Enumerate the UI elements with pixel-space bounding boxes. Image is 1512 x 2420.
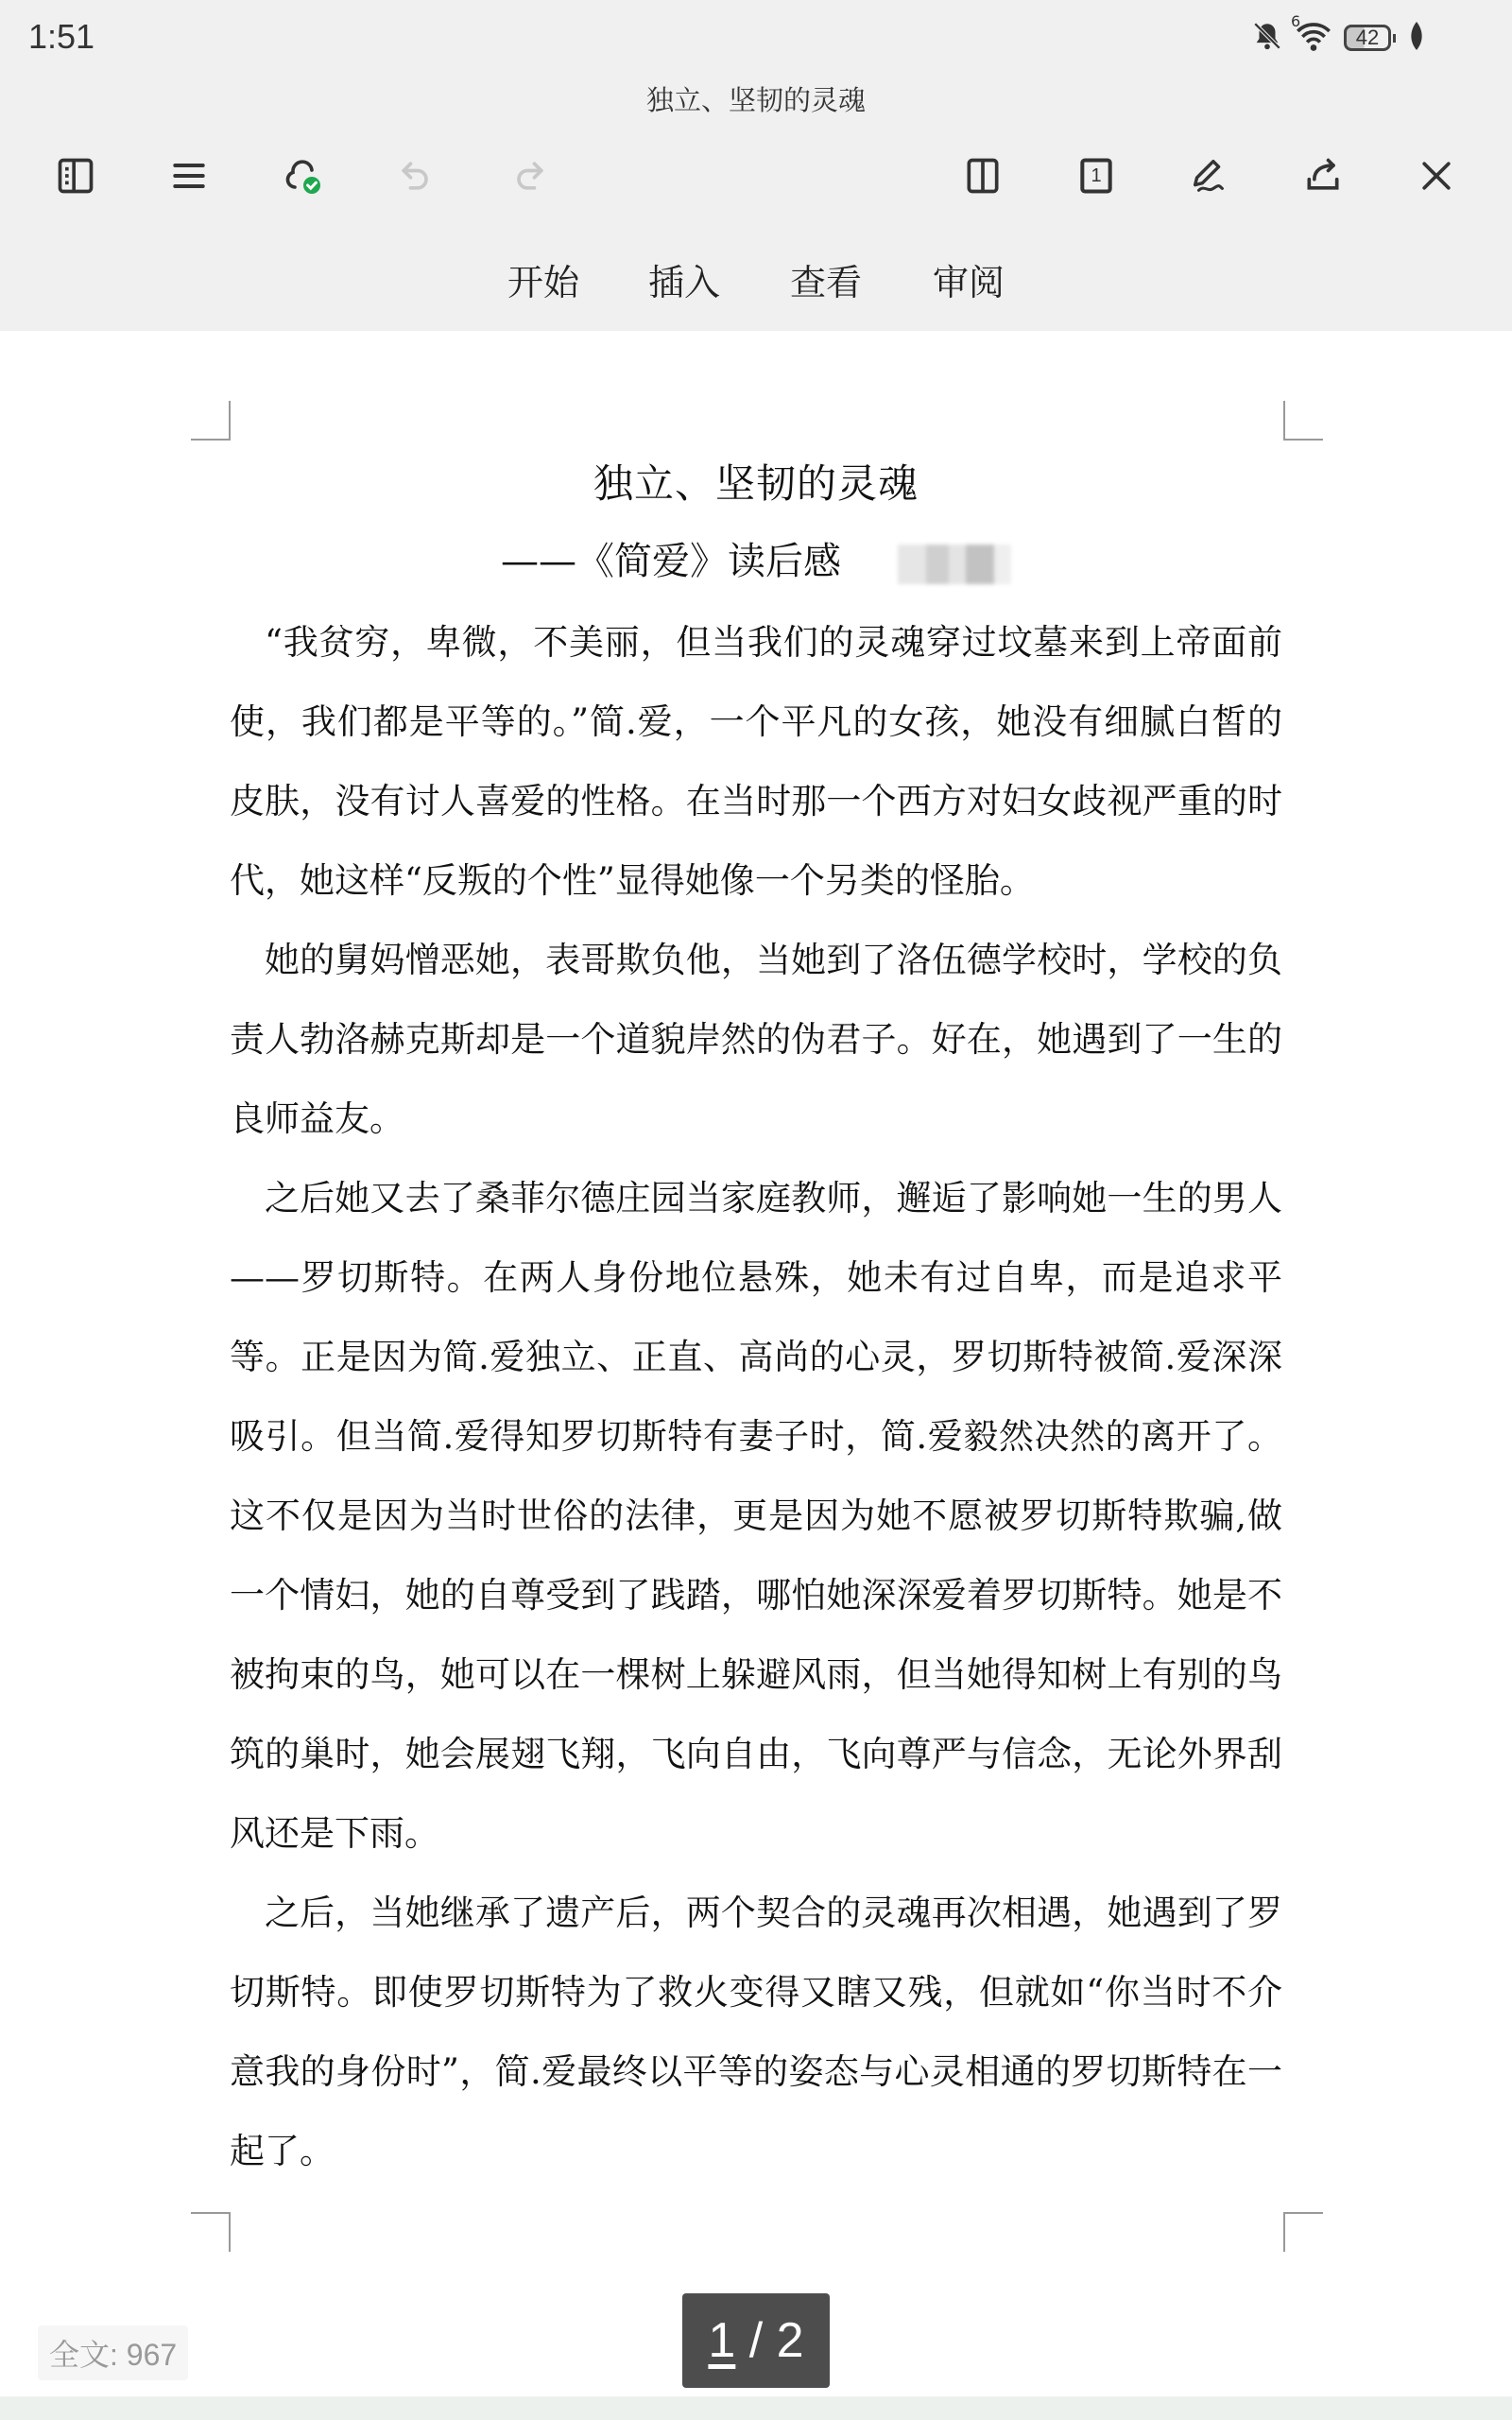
cloud-sync-button[interactable]	[276, 149, 329, 202]
bell-muted-icon	[1251, 20, 1283, 56]
pen-annotate-icon	[1188, 154, 1231, 198]
tab-review[interactable]: 审阅	[932, 262, 1005, 303]
annotate-button[interactable]	[1183, 149, 1236, 202]
menu-button[interactable]	[163, 149, 215, 202]
paragraph: “我贫穷，卑微，不美丽，但当我们的灵魂穿过坟墓来到上帝面前使，我们都是平等的。”简.爱，一个平凡的女孩，她没有细腻白皙的皮肤，没有讨人喜爱的性格。在当时那一个西方对妇女歧视严重的时代，她这样“反叛的个性”显得她像一个另类的怪胎。	[230, 622, 1282, 901]
status-icons	[1251, 12, 1425, 57]
document-page[interactable]	[230, 444, 1282, 2191]
redacted-author	[898, 544, 1011, 584]
app-header	[0, 0, 1512, 331]
word-count[interactable]: 全文: 967	[38, 2325, 188, 2380]
page-separator: /	[735, 2313, 777, 2368]
split-view-button[interactable]	[956, 149, 1009, 202]
document-name: 独立、坚韧的灵魂	[645, 84, 866, 116]
subtitle-text: ——《简爱》读后感	[501, 540, 841, 583]
page-view-button[interactable]	[1070, 149, 1123, 202]
split-view-icon	[962, 155, 1004, 197]
paragraph: 她的舅妈憎恶她，表哥欺负他，当她到了洛伍德学校时，学校的负责人勃洛赫克斯却是一个道貌岸然的伪君子。好在，她遇到了一生的良师益友。	[230, 940, 1282, 1139]
leaf-icon	[1408, 22, 1425, 54]
paragraph: 之后，当她继承了遗产后，两个契合的灵魂再次相遇，她遇到了罗切斯特。即使罗切斯特为了救火变得又瞎又残，但就如“你当时不介意我的身份时”，简.爱最终以平等的姿态与心灵相通的罗切斯特在一起了。	[230, 1893, 1282, 2171]
battery-icon: 42	[1344, 25, 1391, 51]
gesture-bar-area	[0, 2396, 1512, 2420]
page-corner-mark	[191, 401, 231, 441]
tab-view[interactable]: 查看	[789, 262, 863, 303]
close-icon	[1416, 155, 1457, 197]
page-view-number: 1	[1091, 164, 1102, 186]
share-icon	[1302, 155, 1344, 197]
wifi-icon	[1291, 12, 1332, 56]
tab-insert[interactable]: 插入	[647, 262, 721, 303]
page-indicator[interactable]	[682, 2293, 830, 2388]
undo-icon	[395, 155, 437, 197]
network-label: 6	[1291, 12, 1301, 30]
paragraph: 之后她又去了桑菲尔德庄园当家庭教师，邂逅了影响她一生的男人——罗切斯特。在两人身份地位悬殊，她未有过自卑，而是追求平等。正是因为简.爱独立、正直、高尚的心灵，罗切斯特被简.爱深深吸引。但当简.爱得知罗切斯特有妻子时，简.爱毅然决然的离开了。这不仅是因为当时世俗的法律，更是因为她不愿被罗切斯特欺骗,做一个情妇，她的自尊受到了践踏，哪怕她深深爱着罗切斯特。她是不被拘束的鸟，她可以在一棵树上躲避风雨，但当她得知树上有别的鸟筑的巢时，她会展翅飞翔，飞向自由，飞向尊严与信念，无论外界刮风还是下雨。	[230, 1178, 1282, 1854]
sidebar-outline-icon	[55, 155, 96, 197]
page-corner-mark	[1283, 401, 1323, 441]
tab-start[interactable]: 开始	[507, 262, 580, 303]
status-time: 1:51	[28, 17, 95, 56]
page-total: 2	[776, 2313, 804, 2368]
menu-icon	[168, 155, 210, 197]
sidebar-outline-button[interactable]	[49, 149, 102, 202]
document-subtitle	[230, 524, 1282, 603]
close-button[interactable]	[1410, 149, 1463, 202]
redo-icon	[508, 155, 550, 197]
cloud-saved-icon	[280, 153, 325, 199]
redo-button[interactable]	[503, 149, 556, 202]
ribbon-tabs	[0, 253, 1512, 306]
document-title: 独立、坚韧的灵魂	[593, 460, 919, 507]
page-corner-mark	[191, 2212, 231, 2252]
page-corner-mark	[1283, 2212, 1323, 2252]
page-current: 1	[708, 2313, 736, 2368]
share-button[interactable]	[1297, 149, 1349, 202]
undo-button[interactable]	[389, 149, 442, 202]
